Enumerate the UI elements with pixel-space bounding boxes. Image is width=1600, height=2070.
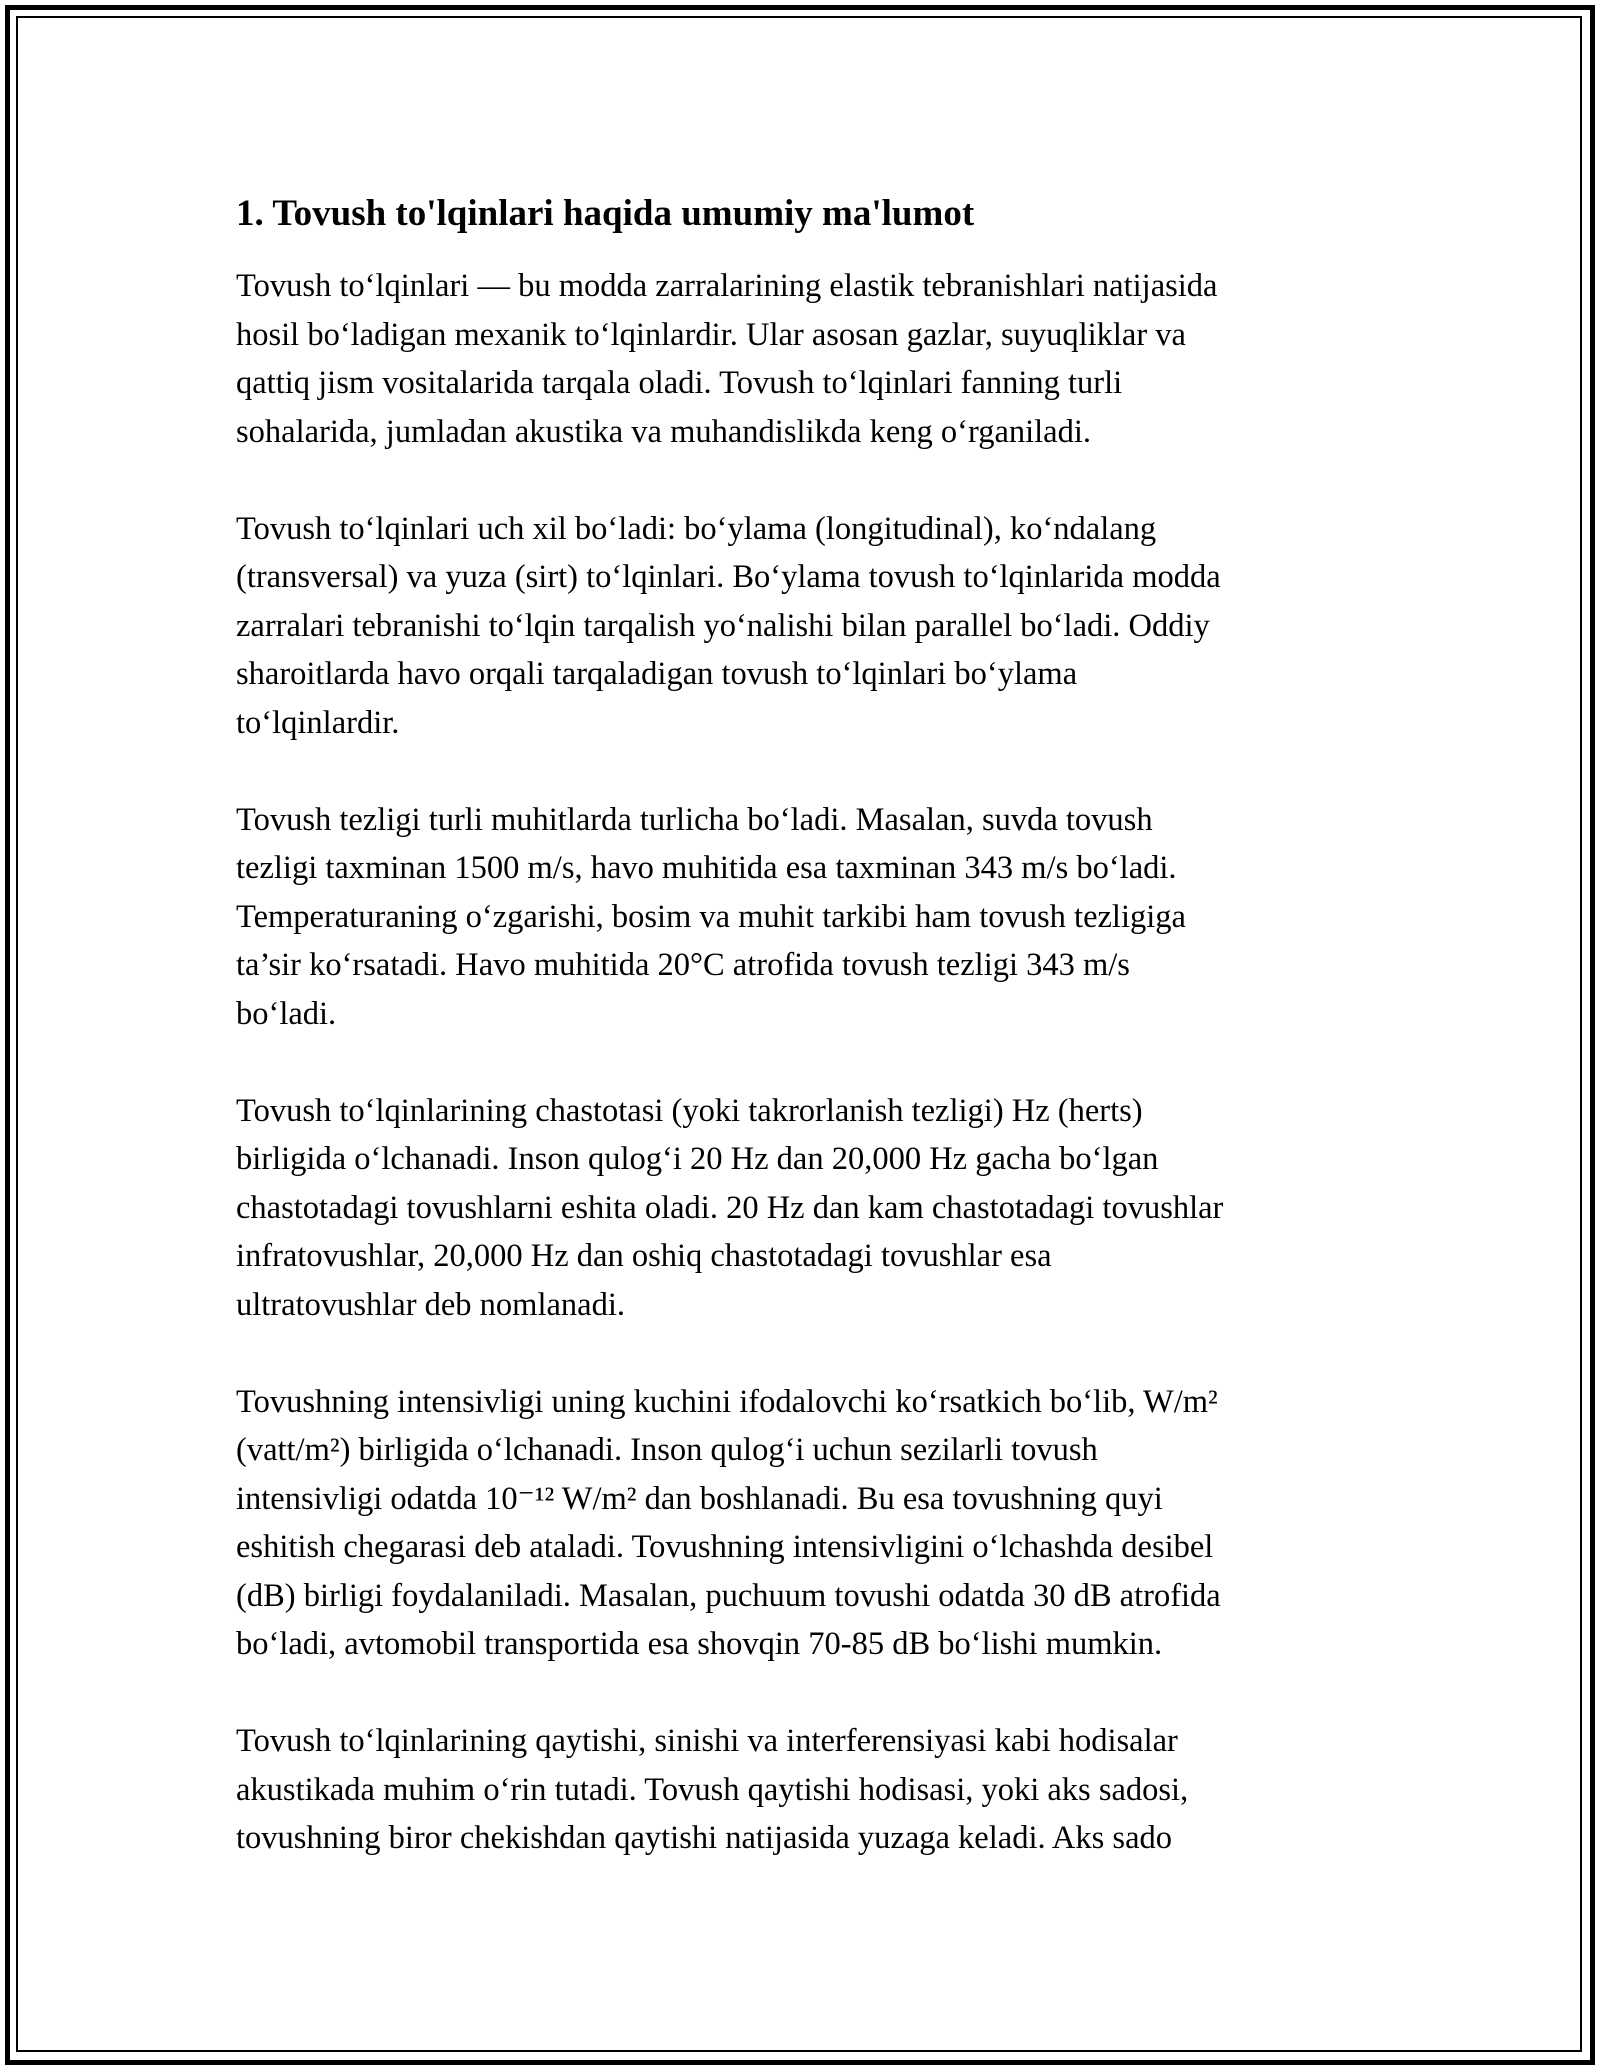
text-line: (vatt/m²) birligida o‘lchanadi. Inson qulog‘i uchun sezilarli tovush — [236, 1432, 1098, 1468]
text-line: (transversal) va yuza (sirt) to‘lqinlari. Bo‘ylama tovush to‘lqinlarida modda — [236, 559, 1221, 595]
text-line: hosil bo‘ladigan mexanik to‘lqinlardir. Ular asosan gazlar, suyuqliklar va — [236, 316, 1186, 353]
text-line: sharoitlarda havo orqali tarqaladigan tovush to‘lqinlari bo‘ylama — [236, 656, 1078, 692]
text-line: Tovush to‘lqinlarining qaytishi, sinishi va interferensiyasi kabi hodisalar — [236, 1723, 1178, 1759]
paragraph-reflection — [236, 1717, 1361, 1863]
text-line: bo‘ladi. — [236, 995, 337, 1032]
text-line: birligida o‘lchanadi. Inson qulog‘i 20 Hz dan 20,000 Hz gacha bo‘lgan — [236, 1141, 1159, 1177]
section-heading: 1. Tovush to'lqinlari haqida umumiy ma'lumot — [236, 193, 975, 234]
text-line: qattiq jism vositalarida tarqala oladi. Tovush to‘lqinlari fanning turli — [236, 365, 1123, 401]
text-line: Tovushning intensivligi uning kuchini ifodalovchi ko‘rsatkich bo‘lib, W/m² — [236, 1383, 1218, 1420]
text-line: ta’sir ko‘rsatadi. Havo muhitida 20°C atrofida tovush tezligi 343 m/s — [236, 947, 1130, 983]
text-line: Tovush to‘lqinlari uch xil bo‘ladi: bo‘ylama (longitudinal), ko‘ndalang — [236, 510, 1157, 547]
text-line: eshitish chegarasi deb ataladi. Tovushning intensivligini o‘lchashda desibel — [236, 1529, 1214, 1565]
document-body — [236, 186, 1361, 1911]
text-line: to‘lqinlardir. — [236, 704, 400, 741]
text-line: intensivligi odatda 10⁻¹² W/m² dan boshlanadi. Bu esa tovushning quyi — [236, 1480, 1163, 1517]
text-line: Tovush tezligi turli muhitlarda turlicha bo‘ladi. Masalan, suvda tovush — [236, 801, 1153, 838]
text-line: tovushning biror chekishdan qaytishi natijasida yuzaga keladi. Aks sado — [236, 1820, 1172, 1856]
text-line: chastotadagi tovushlarni eshita oladi. 20 Hz dan kam chastotadagi tovushlar — [236, 1189, 1224, 1226]
paragraph-wave-types — [236, 505, 1361, 748]
paragraph-intensity — [236, 1378, 1361, 1669]
text-line: bo‘ladi, avtomobil transportida esa shovqin 70-85 dB bo‘lishi mumkin. — [236, 1626, 1163, 1662]
text-line: sohalarida, jumladan akustika va muhandislikda keng o‘rganiladi. — [236, 413, 1092, 450]
text-line: tezligi taxminan 1500 m/s, havo muhitida esa taxminan 343 m/s bo‘ladi. — [236, 850, 1177, 886]
text-line: Tovush to‘lqinlarining chastotasi (yoki takrorlanish tezligi) Hz (herts) — [236, 1092, 1143, 1129]
text-line: akustikada muhim o‘rin tutadi. Tovush qaytishi hodisasi, yoki aks sadosi, — [236, 1771, 1189, 1808]
paragraph-sound-speed — [236, 796, 1361, 1039]
text-line: infratovushlar, 20,000 Hz dan oshiq chastotadagi tovushlar esa — [236, 1238, 1052, 1274]
text-line: Tovush to‘lqinlari — bu modda zarralarining elastik tebranishlari natijasida — [236, 268, 1218, 304]
text-line: ultratovushlar deb nomlanadi. — [236, 1286, 626, 1323]
text-line: zarralari tebranishi to‘lqin tarqalish yo‘nalishi bilan parallel bo‘ladi. Oddiy — [236, 607, 1210, 644]
paragraph-frequency — [236, 1087, 1361, 1330]
text-line: Temperaturaning o‘zgarishi, bosim va muhit tarkibi ham tovush tezligiga — [236, 898, 1186, 935]
text-line: (dB) birligi foydalaniladi. Masalan, puchuum tovushi odatda 30 dB atrofida — [236, 1577, 1221, 1614]
paragraph-definition — [236, 262, 1361, 456]
